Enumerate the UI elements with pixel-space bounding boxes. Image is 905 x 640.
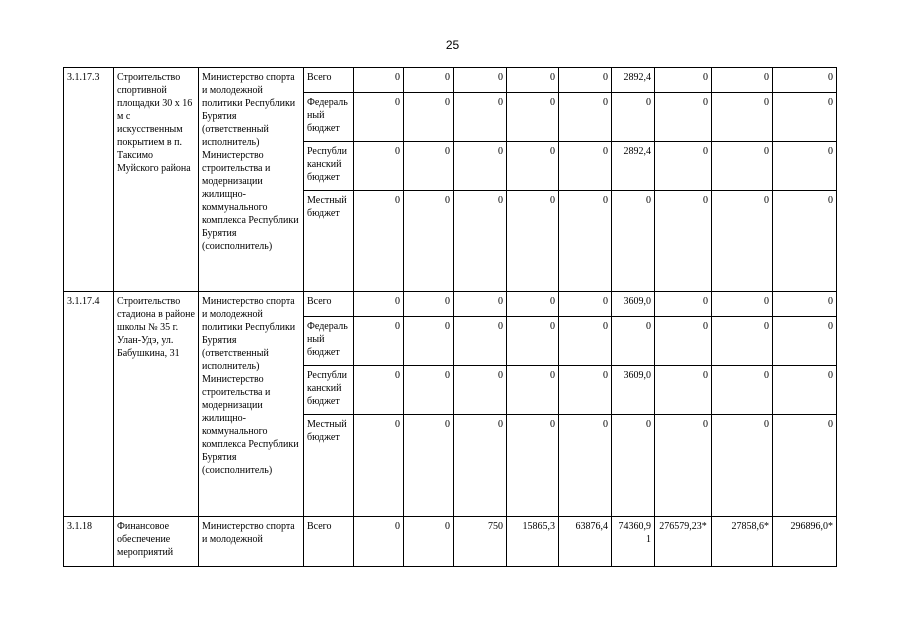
value-cell: 0 xyxy=(712,317,773,366)
item-code: 3.1.18 xyxy=(64,517,114,567)
value-cell: 0 xyxy=(507,142,559,191)
item-name: Строительство стадиона в районе школы № 35 г. Улан-Удэ, ул. Бабушкина, 31 xyxy=(114,292,199,517)
value-cell: 0 xyxy=(655,317,712,366)
value-cell: 0 xyxy=(655,292,712,317)
table-row xyxy=(64,68,837,93)
value-cell: 0 xyxy=(404,142,454,191)
funding-source: Всего xyxy=(304,517,354,567)
value-cell: 0 xyxy=(454,191,507,292)
value-cell: 0 xyxy=(354,517,404,567)
value-cell: 0 xyxy=(507,292,559,317)
funding-source: Республи канский бюджет xyxy=(304,142,354,191)
value-cell: 0 xyxy=(655,93,712,142)
value-cell: 27858,6* xyxy=(712,517,773,567)
funding-source: Федераль ный бюджет xyxy=(304,93,354,142)
item-executor: Министерство спорта и молодежной xyxy=(199,517,304,567)
value-cell: 0 xyxy=(773,142,837,191)
value-cell: 0 xyxy=(404,292,454,317)
value-cell: 0 xyxy=(354,142,404,191)
value-cell: 0 xyxy=(559,317,612,366)
item-executor: Министерство спорта и молодежной политики Республики Бурятия (ответственный исполнитель) Министерство строительства и модернизации жилищно-коммунального комплекса Республики Бурятия (соисполнитель) xyxy=(199,68,304,292)
value-cell: 0 xyxy=(712,191,773,292)
value-cell: 0 xyxy=(454,292,507,317)
value-cell: 0 xyxy=(612,415,655,517)
value-cell: 0 xyxy=(404,68,454,93)
item-executor: Министерство спорта и молодежной политики Республики Бурятия (ответственный исполнитель) Министерство строительства и модернизации жилищно-коммунального комплекса Республики Бурятия (соисполнитель) xyxy=(199,292,304,517)
value-cell: 0 xyxy=(559,292,612,317)
value-cell: 0 xyxy=(773,93,837,142)
value-cell: 0 xyxy=(712,366,773,415)
funding-source: Федераль ный бюджет xyxy=(304,317,354,366)
value-cell: 0 xyxy=(712,415,773,517)
value-cell: 0 xyxy=(612,317,655,366)
value-cell: 0 xyxy=(354,292,404,317)
value-cell: 0 xyxy=(712,68,773,93)
value-cell: 0 xyxy=(559,415,612,517)
value-cell: 0 xyxy=(712,292,773,317)
value-cell: 0 xyxy=(404,366,454,415)
value-cell: 0 xyxy=(354,68,404,93)
value-cell: 0 xyxy=(354,317,404,366)
value-cell: 0 xyxy=(354,366,404,415)
value-cell: 0 xyxy=(507,317,559,366)
value-cell: 2892,4 xyxy=(612,142,655,191)
item-name: Строительство спортивной площадки 30 х 16 м с искусственным покрытием в п. Таксимо Муйского района xyxy=(114,68,199,292)
item-code: 3.1.17.4 xyxy=(64,292,114,517)
value-cell: 0 xyxy=(507,191,559,292)
value-cell: 0 xyxy=(507,366,559,415)
value-cell: 3609,0 xyxy=(612,366,655,415)
value-cell: 0 xyxy=(404,517,454,567)
value-cell: 0 xyxy=(773,191,837,292)
table-row xyxy=(64,517,837,567)
value-cell: 0 xyxy=(655,68,712,93)
value-cell: 0 xyxy=(612,93,655,142)
value-cell: 0 xyxy=(354,191,404,292)
value-cell: 0 xyxy=(404,93,454,142)
value-cell: 0 xyxy=(507,68,559,93)
funding-source: Всего xyxy=(304,68,354,93)
value-cell: 15865,3 xyxy=(507,517,559,567)
value-cell: 0 xyxy=(559,68,612,93)
value-cell: 0 xyxy=(507,415,559,517)
value-cell: 2892,4 xyxy=(612,68,655,93)
value-cell: 0 xyxy=(454,142,507,191)
value-cell: 0 xyxy=(712,142,773,191)
value-cell: 0 xyxy=(454,317,507,366)
value-cell: 0 xyxy=(612,191,655,292)
value-cell: 296896,0* xyxy=(773,517,837,567)
value-cell: 0 xyxy=(655,415,712,517)
funding-source: Местный бюджет xyxy=(304,191,354,292)
page-number: 25 xyxy=(445,38,460,52)
value-cell: 0 xyxy=(773,292,837,317)
value-cell: 0 xyxy=(354,415,404,517)
funding-source: Местный бюджет xyxy=(304,415,354,517)
value-cell: 0 xyxy=(559,93,612,142)
value-cell: 3609,0 xyxy=(612,292,655,317)
value-cell: 750 xyxy=(454,517,507,567)
value-cell: 0 xyxy=(655,191,712,292)
table-row xyxy=(64,292,837,317)
value-cell: 0 xyxy=(712,93,773,142)
value-cell: 0 xyxy=(773,366,837,415)
value-cell: 0 xyxy=(655,366,712,415)
value-cell: 63876,4 xyxy=(559,517,612,567)
value-cell: 0 xyxy=(773,317,837,366)
value-cell: 276579,23* xyxy=(655,517,712,567)
value-cell: 74360,91 xyxy=(612,517,655,567)
value-cell: 0 xyxy=(454,366,507,415)
value-cell: 0 xyxy=(454,68,507,93)
funding-source: Всего xyxy=(304,292,354,317)
item-code: 3.1.17.3 xyxy=(64,68,114,292)
item-name: Финансовое обеспечение мероприятий xyxy=(114,517,199,567)
value-cell: 0 xyxy=(454,93,507,142)
value-cell: 0 xyxy=(404,415,454,517)
value-cell: 0 xyxy=(655,142,712,191)
value-cell: 0 xyxy=(354,93,404,142)
value-cell: 0 xyxy=(559,366,612,415)
funding-source: Республи канский бюджет xyxy=(304,366,354,415)
value-cell: 0 xyxy=(559,142,612,191)
value-cell: 0 xyxy=(404,317,454,366)
budget-table xyxy=(63,67,837,567)
value-cell: 0 xyxy=(507,93,559,142)
value-cell: 0 xyxy=(559,191,612,292)
value-cell: 0 xyxy=(773,415,837,517)
value-cell: 0 xyxy=(404,191,454,292)
value-cell: 0 xyxy=(773,68,837,93)
value-cell: 0 xyxy=(454,415,507,517)
